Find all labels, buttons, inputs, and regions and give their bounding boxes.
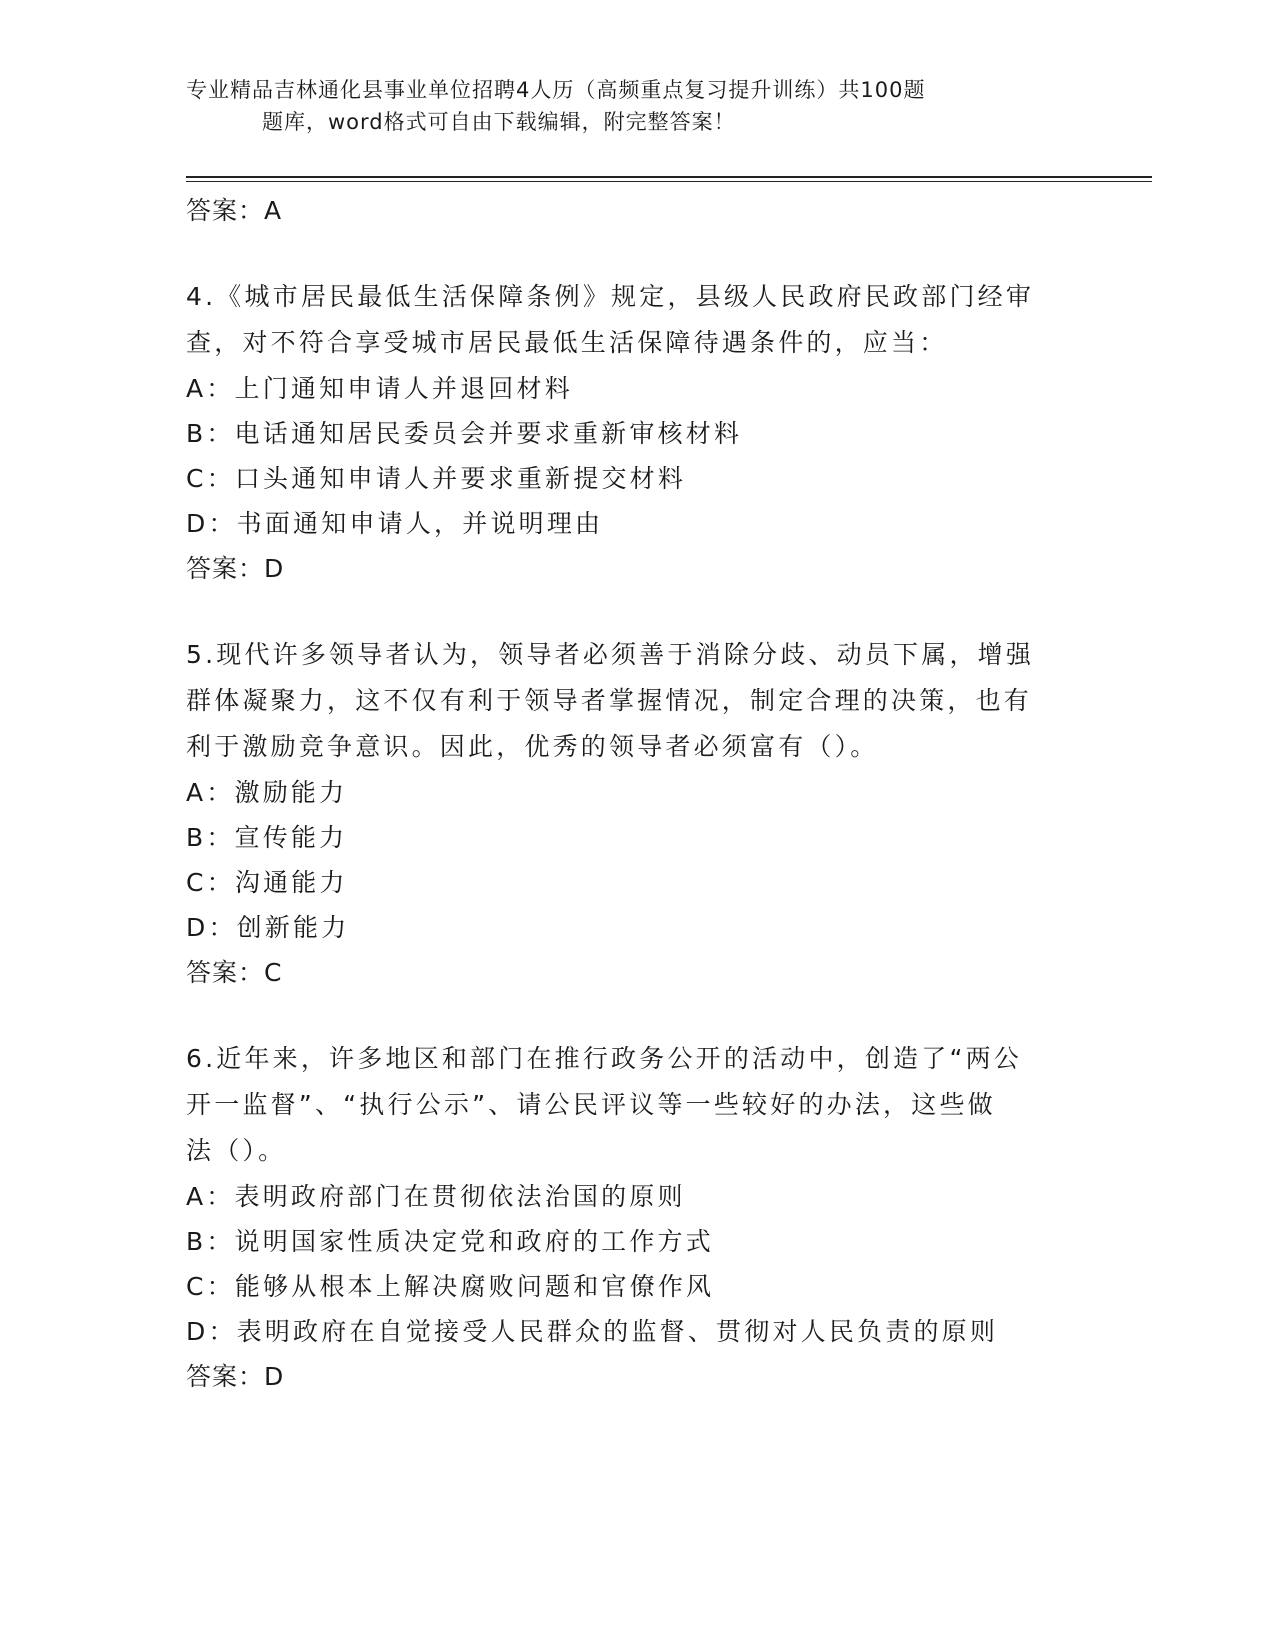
option-a: A：表明政府部门在贯彻依法治国的原则 [186,1182,686,1211]
option-d: D：书面通知申请人，并说明理由 [186,509,604,538]
question-stem [186,632,1086,770]
answer-line: 答案：D [186,554,285,583]
option-b: B：电话通知居民委员会并要求重新审核材料 [186,419,743,448]
answer-line: 答案：C [186,958,283,987]
stem-line: 5.现代许多领导者认为，领导者必须善于消除分歧、动员下属，增强 [186,640,1035,669]
document-body [186,188,1086,1400]
question-stem [186,1036,1086,1174]
option-a: A：激励能力 [186,778,348,807]
question-stem [186,274,1086,366]
option-b: B：宣传能力 [186,823,348,852]
stem-line: 法（）。 [186,1136,287,1165]
header-title-line-2: 题库，word格式可自由下载编辑，附完整答案！ [262,110,736,134]
answer-line: 答案：D [186,1362,285,1391]
stem-line: 开一监督”、“执行公示”、请公民评议等一些较好的办法，这些做 [186,1090,996,1119]
stem-line: 群体凝聚力，这不仅有利于领导者掌握情况，制定合理的决策，也有 [186,686,1033,715]
document-header [186,74,1086,138]
header-divider-thick [186,176,1152,178]
option-a: A：上门通知申请人并退回材料 [186,374,573,403]
stem-line: 6.近年来，许多地区和部门在推行政务公开的活动中，创造了“两公 [186,1044,1023,1073]
question-block-6 [186,1036,1086,1400]
option-d: D：创新能力 [186,913,350,942]
answer-line: 答案：A [186,196,283,225]
question-block-5 [186,632,1086,996]
option-c: C：口头通知申请人并要求重新提交材料 [186,464,687,493]
header-title-line-1: 专业精品吉林通化县事业单位招聘4人历（高频重点复习提升训练）共100题 [186,78,926,102]
question-block-4 [186,274,1086,592]
header-divider-thin [186,181,1152,182]
option-c: C：能够从根本上解决腐败问题和官僚作风 [186,1272,715,1301]
option-b: B：说明国家性质决定党和政府的工作方式 [186,1227,714,1256]
stem-line: 4.《城市居民最低生活保障条例》规定，县级人民政府民政部门经审 [186,282,1035,311]
option-d: D：表明政府在自觉接受人民群众的监督、贯彻对人民负责的原则 [186,1317,999,1346]
stem-line: 查，对不符合享受城市居民最低生活保障待遇条件的，应当： [186,328,948,357]
stem-line: 利于激励竞争意识。因此，优秀的领导者必须富有（）。 [186,732,879,761]
option-c: C：沟通能力 [186,868,348,897]
